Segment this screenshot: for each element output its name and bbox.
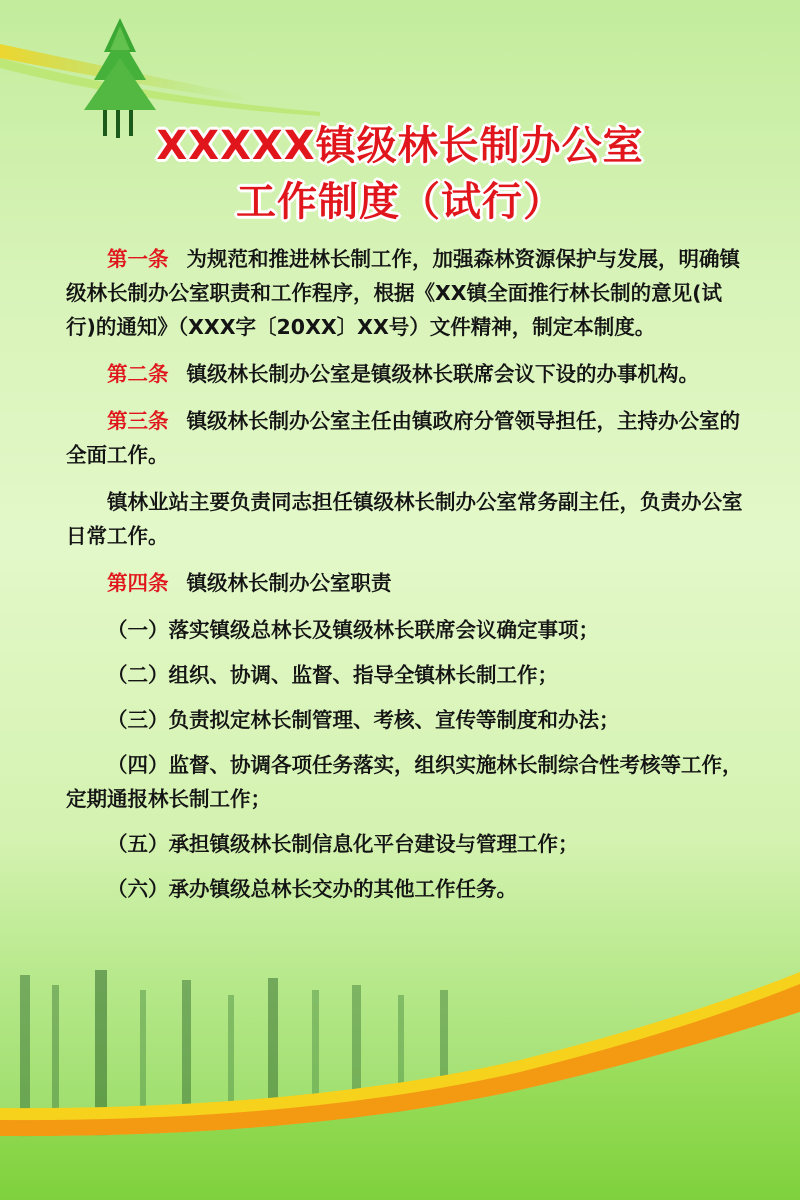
article-1-label: 第一条 (107, 247, 169, 271)
article-4 (66, 566, 750, 600)
article-3-text: 镇级林长制办公室主任由镇政府分管领导担任，主持办公室的全面工作。 (66, 409, 740, 467)
poster-title (0, 118, 800, 230)
duty-item-6: （六）承办镇级总林长交办的其他工作任务。 (107, 877, 517, 901)
duty-item-2: （二）组织、协调、监督、指导全镇林长制工作； (107, 663, 558, 687)
article-2 (66, 357, 750, 391)
duty-item-4: （四）监督、协调各项任务落实，组织实施林长制综合性考核等工作，定期通报林长制工作； (66, 753, 743, 811)
duty-item-3: （三）负责拟定林长制管理、考核、宣传等制度和办法； (107, 708, 620, 732)
article-3 (66, 404, 750, 472)
article-1-text: 为规范和推进林长制工作，加强森林资源保护与发展，明确镇级林长制办公室职责和工作程序，根据《XX镇全面推行林长制的意见(试行)的通知》（XXX字〔20XX〕XX号）文件精神，制定本制度。 (66, 247, 740, 339)
article-4-label: 第四条 (107, 571, 169, 595)
regulation-body (66, 242, 750, 917)
article-3-extra-paragraph: 镇林业站主要负责同志担任镇级林长制办公室常务副主任，负责办公室日常工作。 (66, 490, 743, 548)
article-2-label: 第二条 (107, 362, 169, 386)
article-3-label: 第三条 (107, 409, 169, 433)
title-line-1: XXXXX镇级林长制办公室 (156, 123, 644, 169)
title-line-2: 工作制度（试行） (236, 179, 564, 225)
article-4-text: 镇级林长制办公室职责 (186, 571, 392, 595)
article-2-text: 镇级林长制办公室是镇级林长联席会议下设的办事机构。 (186, 362, 699, 386)
duty-item-1: （一）落实镇级总林长及镇级林长联席会议确定事项； (107, 618, 599, 642)
article-1 (66, 242, 750, 344)
duty-item-5: （五）承担镇级林长制信息化平台建设与管理工作； (107, 832, 579, 856)
